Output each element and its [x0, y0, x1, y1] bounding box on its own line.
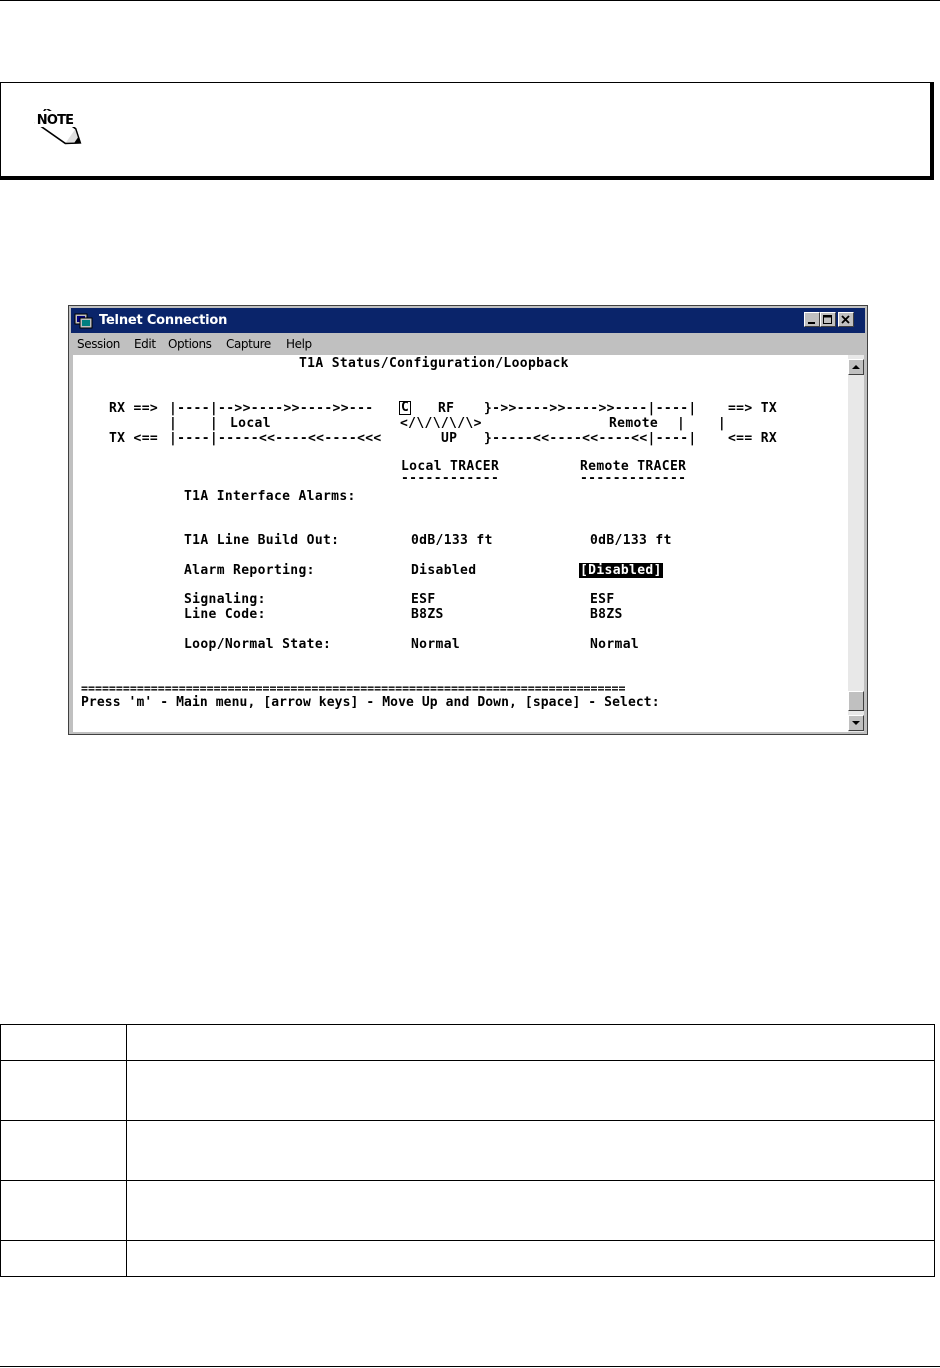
loop-state-local[interactable]: Normal	[411, 637, 461, 652]
note-pencil-icon	[29, 109, 89, 147]
menu-session[interactable]: Session	[77, 337, 120, 351]
signaling-local[interactable]: ESF	[411, 592, 436, 607]
title-bar[interactable]	[71, 308, 865, 333]
close-icon	[841, 315, 851, 325]
scroll-up-button[interactable]	[848, 359, 864, 375]
terminal-prompt: Press 'm' - Main menu, [arrow keys] - Move Up and Down, [space] - Select:	[81, 695, 660, 710]
rf-label: RF	[438, 401, 455, 416]
scroll-down-button[interactable]	[848, 715, 864, 731]
terminal-screen[interactable]	[73, 355, 848, 732]
line-build-out-remote[interactable]: 0dB/133 ft	[590, 533, 672, 548]
table-row	[1, 1121, 935, 1181]
loop-state-remote[interactable]: Normal	[590, 637, 640, 652]
rx-in-label: RX ==>	[109, 401, 159, 416]
diagram-line-3-right: }-----<<----<<----<<|----|	[484, 431, 697, 446]
line-code-label: Line Code:	[184, 607, 266, 622]
scroll-thumb[interactable]	[848, 691, 864, 711]
telnet-window	[68, 305, 868, 735]
rf-wave: </\/\/\/\>	[400, 416, 482, 431]
tx-out-label: ==> TX	[728, 401, 778, 416]
diagram-line-1-left: |----|-->>---->>---->>---	[169, 401, 374, 416]
maximize-icon	[823, 315, 833, 325]
signaling-remote[interactable]: ESF	[590, 592, 615, 607]
diagram-pipe-left: | |	[169, 416, 219, 431]
minimize-icon	[807, 315, 817, 325]
remote-tracer-underline: -------------	[580, 471, 687, 486]
line-build-out-label: T1A Line Build Out:	[184, 533, 340, 548]
menu-help[interactable]: Help	[286, 337, 312, 351]
terminal-separator: ==============================================================================	[81, 681, 626, 695]
down-arrow-icon	[849, 716, 863, 730]
signaling-label: Signaling:	[184, 592, 266, 607]
line-build-out-local[interactable]: 0dB/133 ft	[411, 533, 493, 548]
diagram-pipe-right: | |	[677, 416, 727, 431]
close-button[interactable]	[838, 312, 854, 327]
window-title: Telnet Connection	[99, 313, 228, 328]
minimize-button[interactable]	[804, 312, 820, 327]
line-code-remote[interactable]: B8ZS	[590, 607, 623, 622]
table-row	[1, 1181, 935, 1241]
info-table	[0, 1024, 935, 1277]
table-row	[1, 1061, 935, 1121]
note-box	[0, 82, 934, 180]
maximize-button[interactable]	[820, 312, 836, 327]
line-code-local[interactable]: B8ZS	[411, 607, 444, 622]
table-row	[1, 1025, 935, 1061]
diagram-line-1-right: }->>---->>---->>----|----|	[484, 401, 697, 416]
local-label: Local	[230, 416, 271, 431]
alarm-reporting-local[interactable]: Disabled	[411, 563, 477, 578]
rf-state: UP	[441, 431, 458, 446]
loopback-cursor[interactable]: C	[401, 400, 410, 415]
diagram-line-3-left: |----|-----<<----<<----<<<	[169, 431, 382, 446]
svg-text:NOTE: NOTE	[36, 113, 74, 128]
header-rule	[0, 0, 940, 1]
terminal-heading: T1A Status/Configuration/Loopback	[299, 356, 569, 371]
vertical-scrollbar[interactable]	[848, 355, 864, 732]
menu-bar	[71, 334, 865, 355]
tx-in-label: TX <==	[109, 431, 159, 446]
table-row	[1, 1241, 935, 1277]
rx-out-label: <== RX	[728, 431, 778, 446]
menu-capture[interactable]: Capture	[226, 337, 271, 351]
remote-label: Remote	[609, 416, 659, 431]
remote-tracer-header: Remote TRACER	[580, 459, 687, 474]
footer-rule	[0, 1366, 940, 1367]
interface-alarms-label: T1A Interface Alarms:	[184, 489, 356, 504]
local-tracer-underline: ------------	[401, 471, 500, 486]
alarm-reporting-remote-selected[interactable]: [Disabled]	[580, 563, 662, 578]
telnet-app-icon[interactable]	[74, 311, 93, 330]
up-arrow-icon	[849, 360, 863, 374]
alarm-reporting-label: Alarm Reporting:	[184, 563, 315, 578]
local-tracer-header: Local TRACER	[401, 459, 500, 474]
loop-state-label: Loop/Normal State:	[184, 637, 332, 652]
menu-options[interactable]: Options	[168, 337, 212, 351]
menu-edit[interactable]: Edit	[134, 337, 156, 351]
